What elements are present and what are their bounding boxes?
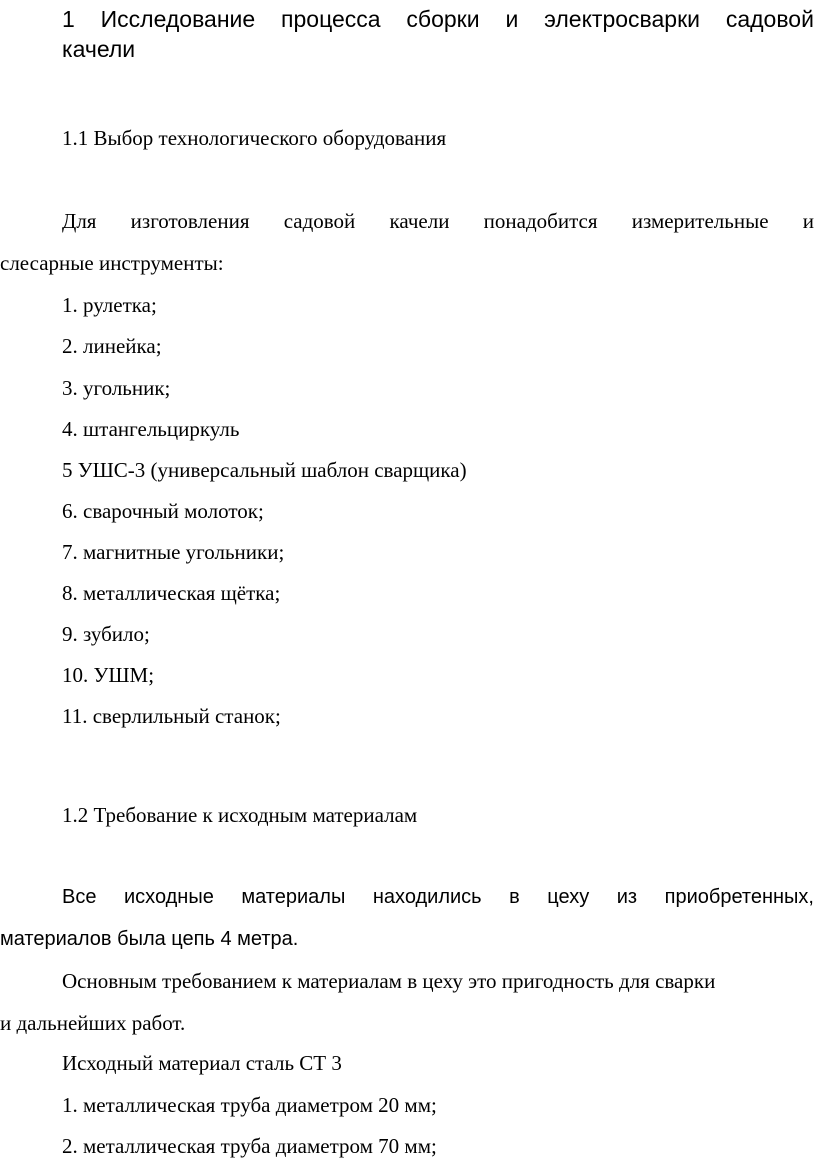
- tool-item: 7. магнитные угольники;: [62, 540, 285, 564]
- materials-word: в: [509, 886, 520, 908]
- intro-word: Для: [62, 209, 97, 233]
- heading-word: Исследование: [100, 6, 256, 32]
- materials-word: Все: [62, 886, 97, 908]
- intro-word: качели: [389, 209, 450, 233]
- intro-word: понадобится: [483, 209, 598, 233]
- source-material: Исходный материал сталь СТ 3: [62, 1051, 342, 1075]
- heading-line-1: [62, 6, 814, 32]
- intro-line-1: [62, 208, 814, 234]
- heading-word: садовой: [725, 6, 814, 32]
- heading-word: 1: [62, 6, 75, 32]
- materials-word: исходные: [124, 886, 214, 908]
- section-1-2-title: 1.2 Требование к исходным материалам: [62, 803, 418, 827]
- materials-word: находились: [372, 886, 482, 908]
- heading-word: и: [505, 6, 519, 32]
- heading-line-2: качели: [62, 36, 136, 62]
- requirement-line-2: и дальнейших работ.: [0, 1011, 186, 1035]
- heading-word: процесса: [281, 6, 381, 32]
- materials-word: материалы: [241, 886, 346, 908]
- tool-item: 1. рулетка;: [62, 293, 157, 317]
- tool-item: 6. сварочный молоток;: [62, 499, 264, 523]
- materials-word: цеху: [547, 886, 590, 908]
- intro-word: изготовления: [130, 209, 250, 233]
- materials-word: из: [616, 886, 638, 908]
- tool-item: 10. УШМ;: [62, 663, 155, 687]
- materials-line-2: материалов была цепь 4 метра.: [0, 928, 299, 950]
- tool-item: 5 УШС-3 (универсальный шаблон сварщика): [62, 458, 467, 482]
- tool-item: 3. угольник;: [62, 376, 171, 400]
- material-item: 2. металлическая труба диаметром 70 мм;: [62, 1134, 437, 1158]
- intro-word: и: [802, 209, 814, 233]
- materials-line-1: [62, 884, 814, 910]
- tool-item: 2. линейка;: [62, 334, 162, 358]
- tool-item: 8. металлическая щётка;: [62, 581, 281, 605]
- section-1-1-title: 1.1 Выбор технологического оборудования: [62, 126, 447, 150]
- requirement-line-1: Основным требованием к материалам в цеху это пригодность для сварки: [62, 969, 716, 993]
- intro-line-2: слесарные инструменты:: [0, 251, 224, 275]
- heading-word: сборки: [406, 6, 480, 32]
- material-item: 1. металлическая труба диаметром 20 мм;: [62, 1093, 437, 1117]
- tool-item: 9. зубило;: [62, 622, 150, 646]
- heading-word: электросварки: [544, 6, 700, 32]
- intro-word: садовой: [283, 209, 356, 233]
- tool-item: 4. штангельциркуль: [62, 417, 240, 441]
- tool-item: 11. сверлильный станок;: [62, 704, 281, 728]
- materials-word: приобретенных,: [664, 886, 814, 908]
- intro-word: измерительные: [631, 209, 769, 233]
